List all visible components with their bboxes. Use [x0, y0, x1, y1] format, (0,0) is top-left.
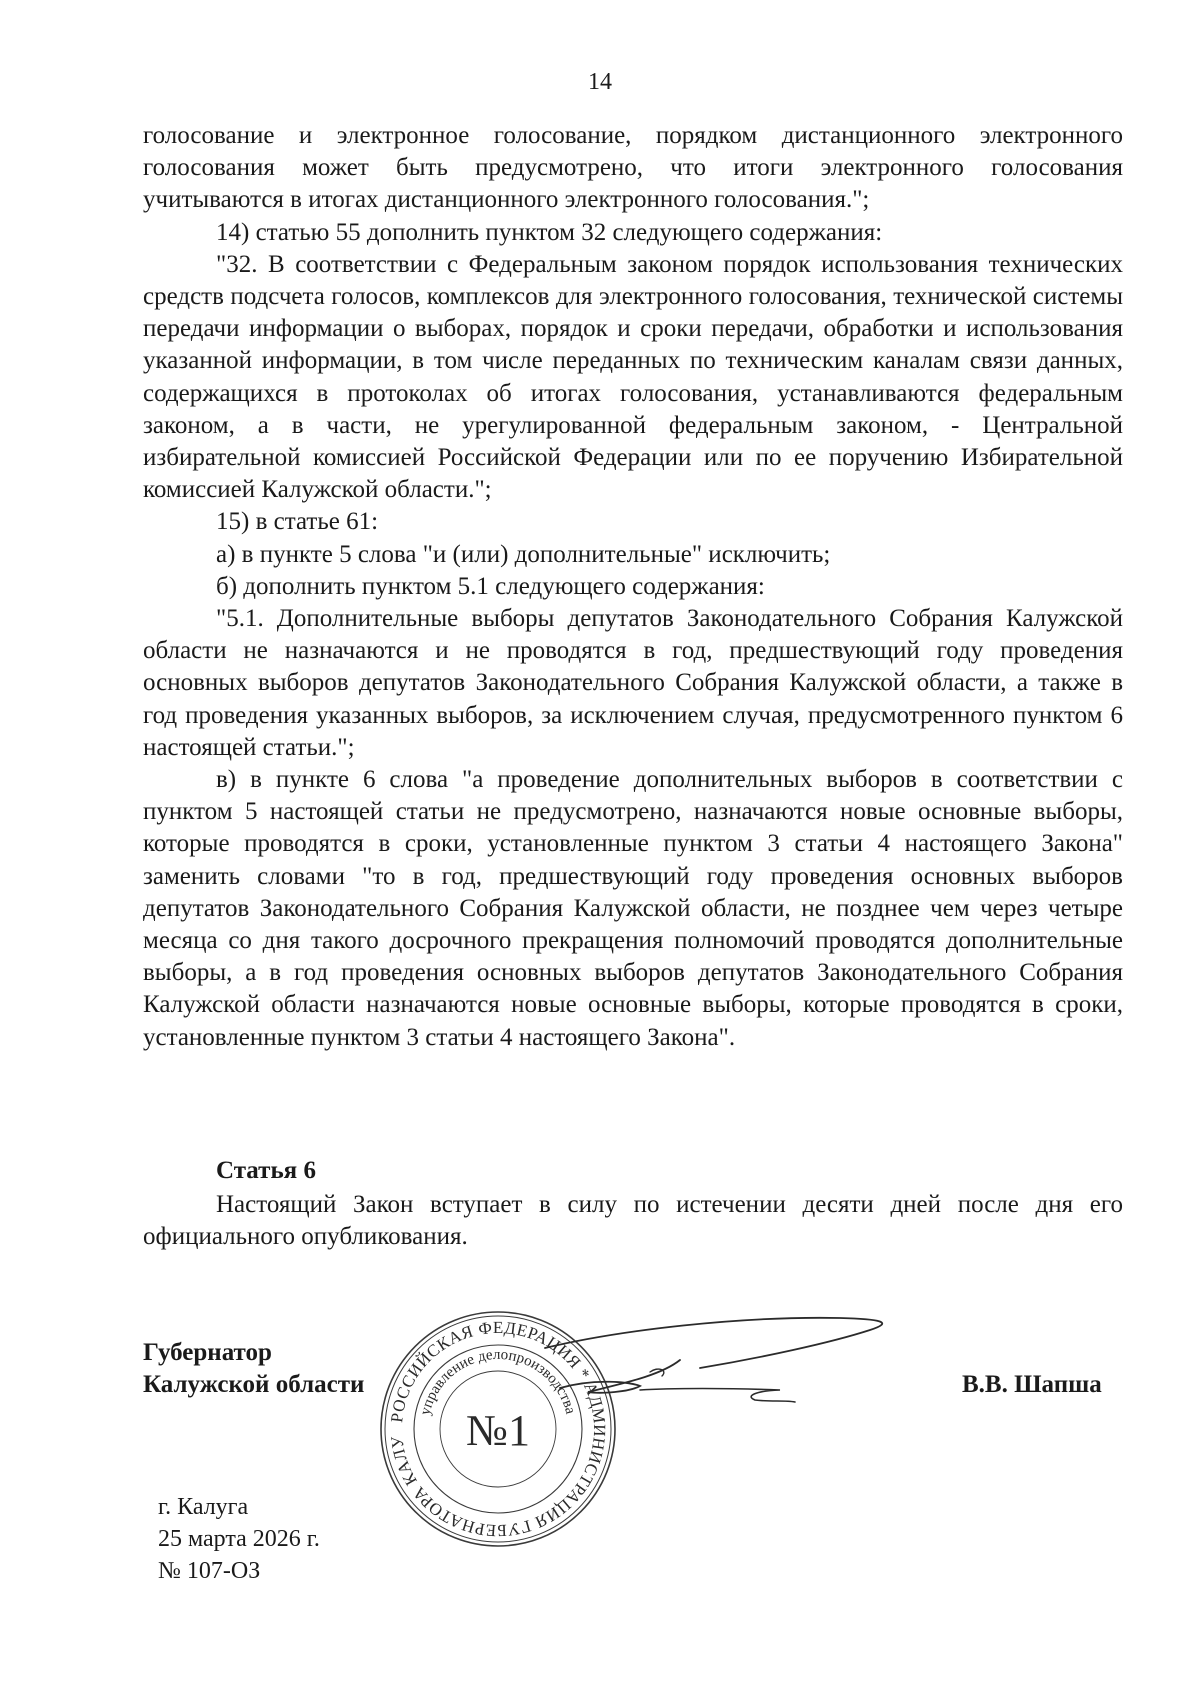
place-date-number — [158, 1491, 320, 1587]
page-number: 14 — [588, 69, 612, 95]
signatory-title-line: Губернатор — [143, 1339, 272, 1366]
paragraph: в) в пункте 6 слова "а проведение дополнительных выборов в соответствии с пунктом 5 настоящей статьи не предусмотрено, назначаются новые основные выборы, которые проводятся в сроки, установленные пунктом 3 статьи 4 настоящего Закона" заменить словами "то в год, предшествующий году проведения основных выборов депутатов Законодательного Собрания Калужской области, не позднее чем через четыре месяца со дня такого досрочного прекращения полномочий проводятся дополнительные выборы, а в год проведения основных выборов депутатов Законодательного Собрания Калужской области назначаются новые основные выборы, которые проводятся в сроки, установленные пунктом 3 статьи 4 настоящего Закона". — [143, 766, 1123, 1051]
article-heading: Статья 6 — [216, 1157, 316, 1184]
paragraph: 15) в статье 61: — [216, 508, 379, 536]
signatory-title-line: Калужской области — [143, 1371, 365, 1398]
signatory-title — [143, 1337, 364, 1401]
paragraph: а) в пункте 5 слова "и (или) дополнительные" исключить; — [216, 540, 831, 568]
signatory-name: В.В. Шапша — [962, 1371, 1102, 1398]
seal-number: №1 — [466, 1406, 530, 1455]
paragraph: Настоящий Закон вступает в силу по истечении десяти дней после дня его официального опубликования. — [143, 1191, 1123, 1251]
law-number: № 107-ОЗ — [158, 1558, 261, 1584]
paragraph: "32. В соответствии с Федеральным законом порядок использования технических средств подсчета голосов, комплексов для электронного голосования, технической системы передачи информации о выборах, порядок и сроки передачи, обработки и использования указанной информации, в том числе переданных по техническим каналам связи данных, содержащихся в протоколах об итогах голосования, устанавливаются федеральным законом, а в части, не урегулированной федеральным законом, - Центральной избирательной комиссией Российской Федерации или по ее поручению Избирательной комиссией Калужской области."; — [143, 250, 1123, 504]
document-body — [143, 120, 1123, 1054]
seal-outer-text: РОССИЙСКАЯ ФЕДЕРАЦИЯ * АДМИНИСТРАЦИЯ ГУБЕРНАТОРА КАЛУ — [387, 1317, 610, 1541]
date: 25 марта 2026 г. — [158, 1526, 320, 1552]
handwritten-signature — [540, 1310, 940, 1420]
article-text — [143, 1189, 1123, 1253]
paragraph: б) дополнить пунктом 5.1 следующего содержания: — [216, 572, 765, 600]
paragraph: голосование и электронное голосование, порядком дистанционного электронного голосования может быть предусмотрено, что итоги электронного голосования учитываются в итогах дистанционного электронного голосования."; — [143, 122, 1123, 214]
paragraph: 14) статью 55 дополнить пунктом 32 следующего содержания: — [216, 218, 883, 246]
paragraph: "5.1. Дополнительные выборы депутатов Законодательного Собрания Калужской области не назначаются и не проводятся в год, предшествующий году проведения основных выборов депутатов Законодательного Собрания Калужской области, а также в год проведения указанных выборов, за исключением случая, предусмотренного пунктом 6 настоящей статьи."; — [143, 605, 1123, 761]
signature-icon — [540, 1310, 940, 1420]
seal-inner-text: управление делопроизводства — [417, 1346, 579, 1417]
city: г. Калуга — [158, 1494, 249, 1520]
